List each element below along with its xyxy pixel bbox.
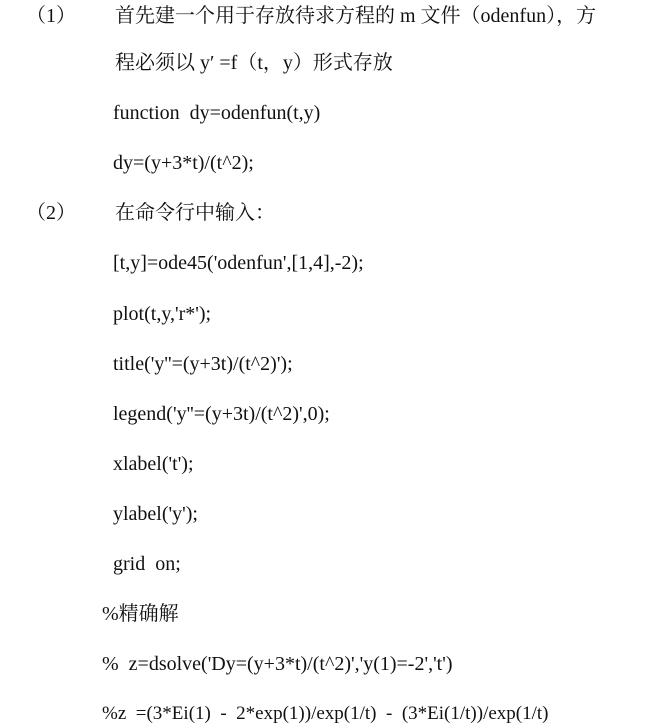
step-2-code-line-3: title('y''=(y+3t)/(t^2)'); bbox=[113, 353, 293, 375]
step-1-text-line-1: 首先建一个用于存放待求方程的 m 文件（odenfun），方 bbox=[115, 5, 597, 27]
step-2-number: （2） bbox=[26, 202, 76, 224]
step-1-code-line-2: dy=(y+3*t)/(t^2); bbox=[113, 152, 254, 174]
step-2-code-line-7: grid on; bbox=[113, 553, 181, 575]
step-1-number: （1） bbox=[26, 5, 76, 27]
comment-line-3: %z =(3*Ei(1) - 2*exp(1))/exp(1/t) - (3*Ei(1/t))/exp(1/t) bbox=[102, 703, 549, 724]
comment-line-2: % z=dsolve('Dy=(y+3*t)/(t^2)','y(1)=-2','t') bbox=[102, 653, 453, 675]
comment-line-1: %精确解 bbox=[102, 603, 179, 625]
step-2-code-line-4: legend('y''=(y+3t)/(t^2)',0); bbox=[113, 403, 330, 425]
step-2-code-line-1: [t,y]=ode45('odenfun',[1,4],-2); bbox=[113, 252, 364, 274]
step-2-code-line-2: plot(t,y,'r*'); bbox=[113, 303, 212, 325]
step-1-code-line-1: function dy=odenfun(t,y) bbox=[113, 102, 321, 124]
step-2-code-line-6: ylabel('y'); bbox=[113, 503, 198, 525]
step-1-text-line-2: 程必须以 y′ =f（t，y）形式存放 bbox=[115, 52, 393, 74]
step-2-code-line-5: xlabel('t'); bbox=[113, 453, 194, 475]
step-2-text-line-1: 在命令行中输入： bbox=[115, 202, 275, 224]
